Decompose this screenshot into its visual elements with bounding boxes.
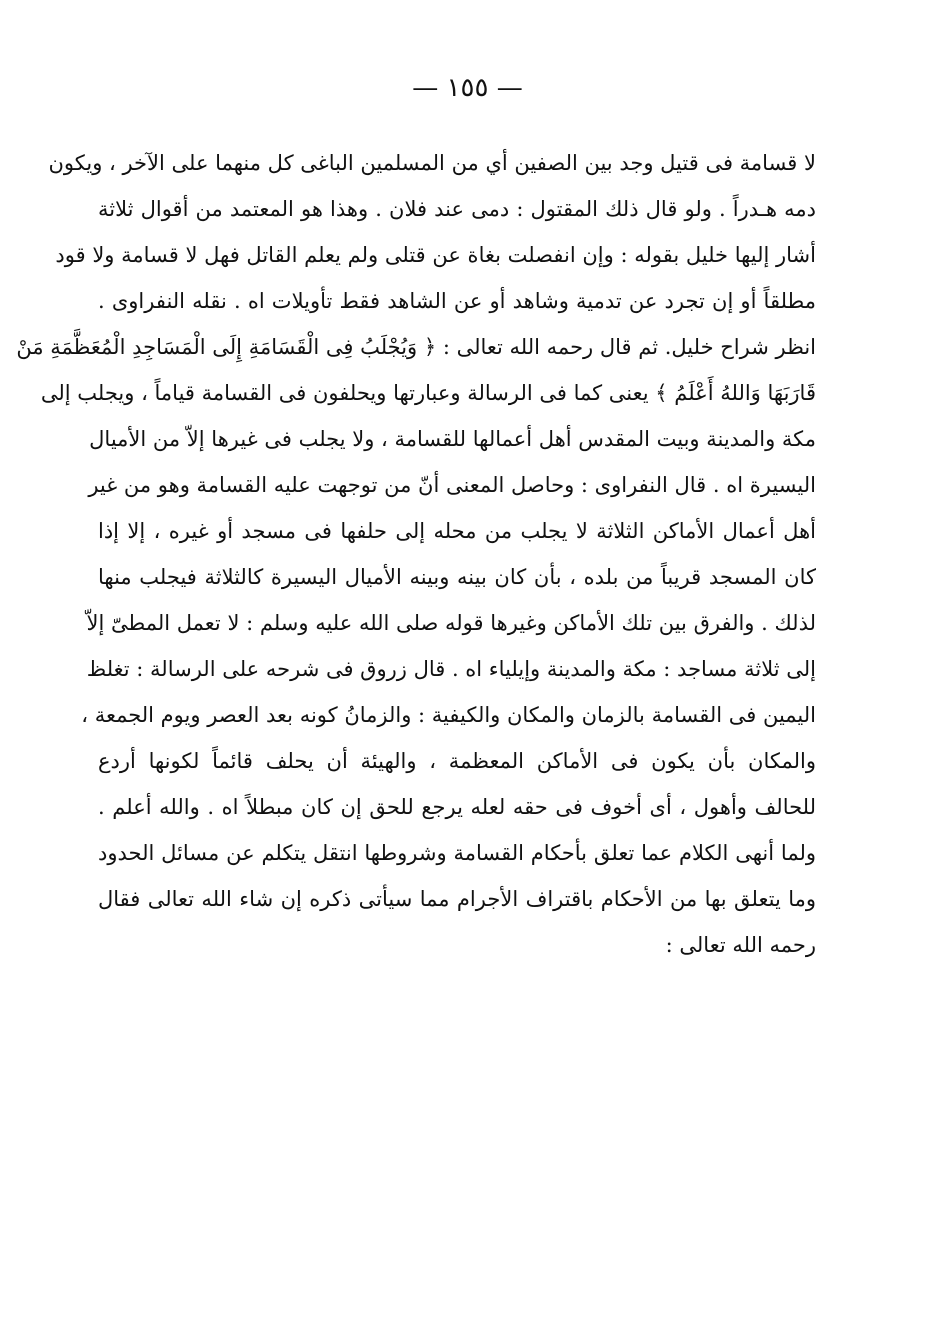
text-line: ولما أنهى الكلام عما تعلق بأحكام القسامة وشروطها انتقل يتكلم عن مسائل الحدود	[98, 841, 816, 865]
text-line: أشار إليها خليل بقوله : وإن انفصلت بغاة عن قتلى ولم يعلم القاتل فهل لا قسامة ولا قود	[55, 243, 816, 267]
text-line: للحالف وأهول ، أى أخوف فى حقه لعله يرجع للحق إن كان مبطلاً اه . والله أعلم .	[98, 795, 816, 819]
text-line: انظر شراح خليل. ثم قال رحمه الله تعالى : ﴿ وَيُجْلَبُ فِى الْقَسَامَةِ إِلَى الْمَسَاجِدِ الْمُعَظَّمَةِ مَنْ	[16, 335, 816, 359]
text-line: قَارَبَهَا وَاللهُ أَعْلَمُ ﴾ يعنى كما فى الرسالة وعبارتها ويحلفون فى القسامة قياماً ، ويجلب إلى	[40, 381, 816, 405]
text-line-last: رحمه الله تعالى :	[665, 933, 816, 957]
page-number: — ١٥٥ —	[412, 73, 523, 103]
text-line: وما يتعلق بها من الأحكام باقتراف الأجرام مما سيأتى ذكره إن شاء الله تعالى فقال	[98, 887, 816, 911]
text-line: مطلقاً أو إن تجرد عن تدمية وشاهد أو عن الشاهد فقط تأويلات اه . نقله النفراوى .	[98, 289, 816, 313]
text-line: اليسيرة اه . قال النفراوى : وحاصل المعنى أنّ من توجهت عليه القسامة وهو من غير	[88, 473, 816, 497]
text-line: لا قسامة فى قتيل وجد بين الصفين أي من المسلمين الباغى كل منهما على الآخر ، ويكون	[48, 151, 816, 175]
text-line: اليمين فى القسامة بالزمان والمكان والكيفية : والزمانُ كونه بعد العصر ويوم الجمعة ،	[81, 703, 816, 727]
text-line: كان المسجد قريباً من بلده ، بأن كان بينه وبينه الأميال اليسيرة كالثلاثة فيجلب منها	[98, 565, 816, 589]
text-line: لذلك . والفرق بين تلك الأماكن وغيرها قوله صلى الله عليه وسلم : لا تعمل المطىّ إلاّ	[86, 611, 816, 635]
text-line: مكة والمدينة وبيت المقدس أهل أعمالها للقسامة ، ولا يجلب فى غيرها إلاّ من الأميال	[89, 427, 816, 451]
text-line: إلى ثلاثة مساجد : مكة والمدينة وإيلياء اه . قال زروق فى شرحه على الرسالة : تغلظ	[86, 657, 816, 681]
text-line: دمه هـدراً . ولو قال ذلك المقتول : دمى عند فلان . وهذا هو المعتمد من أقوال ثلاثة	[98, 197, 816, 221]
text-line: والمكان بأن يكون فى الأماكن المعظمة ، والهيئة أن يحلف قائماً لكونها أردع	[98, 749, 816, 773]
text-line: أهل أعمال الأماكن الثلاثة لا يجلب من محله إلى حلفها فى مسجد أو غيره ، إلا إذا	[98, 519, 816, 543]
body-text	[16, 140, 816, 968]
